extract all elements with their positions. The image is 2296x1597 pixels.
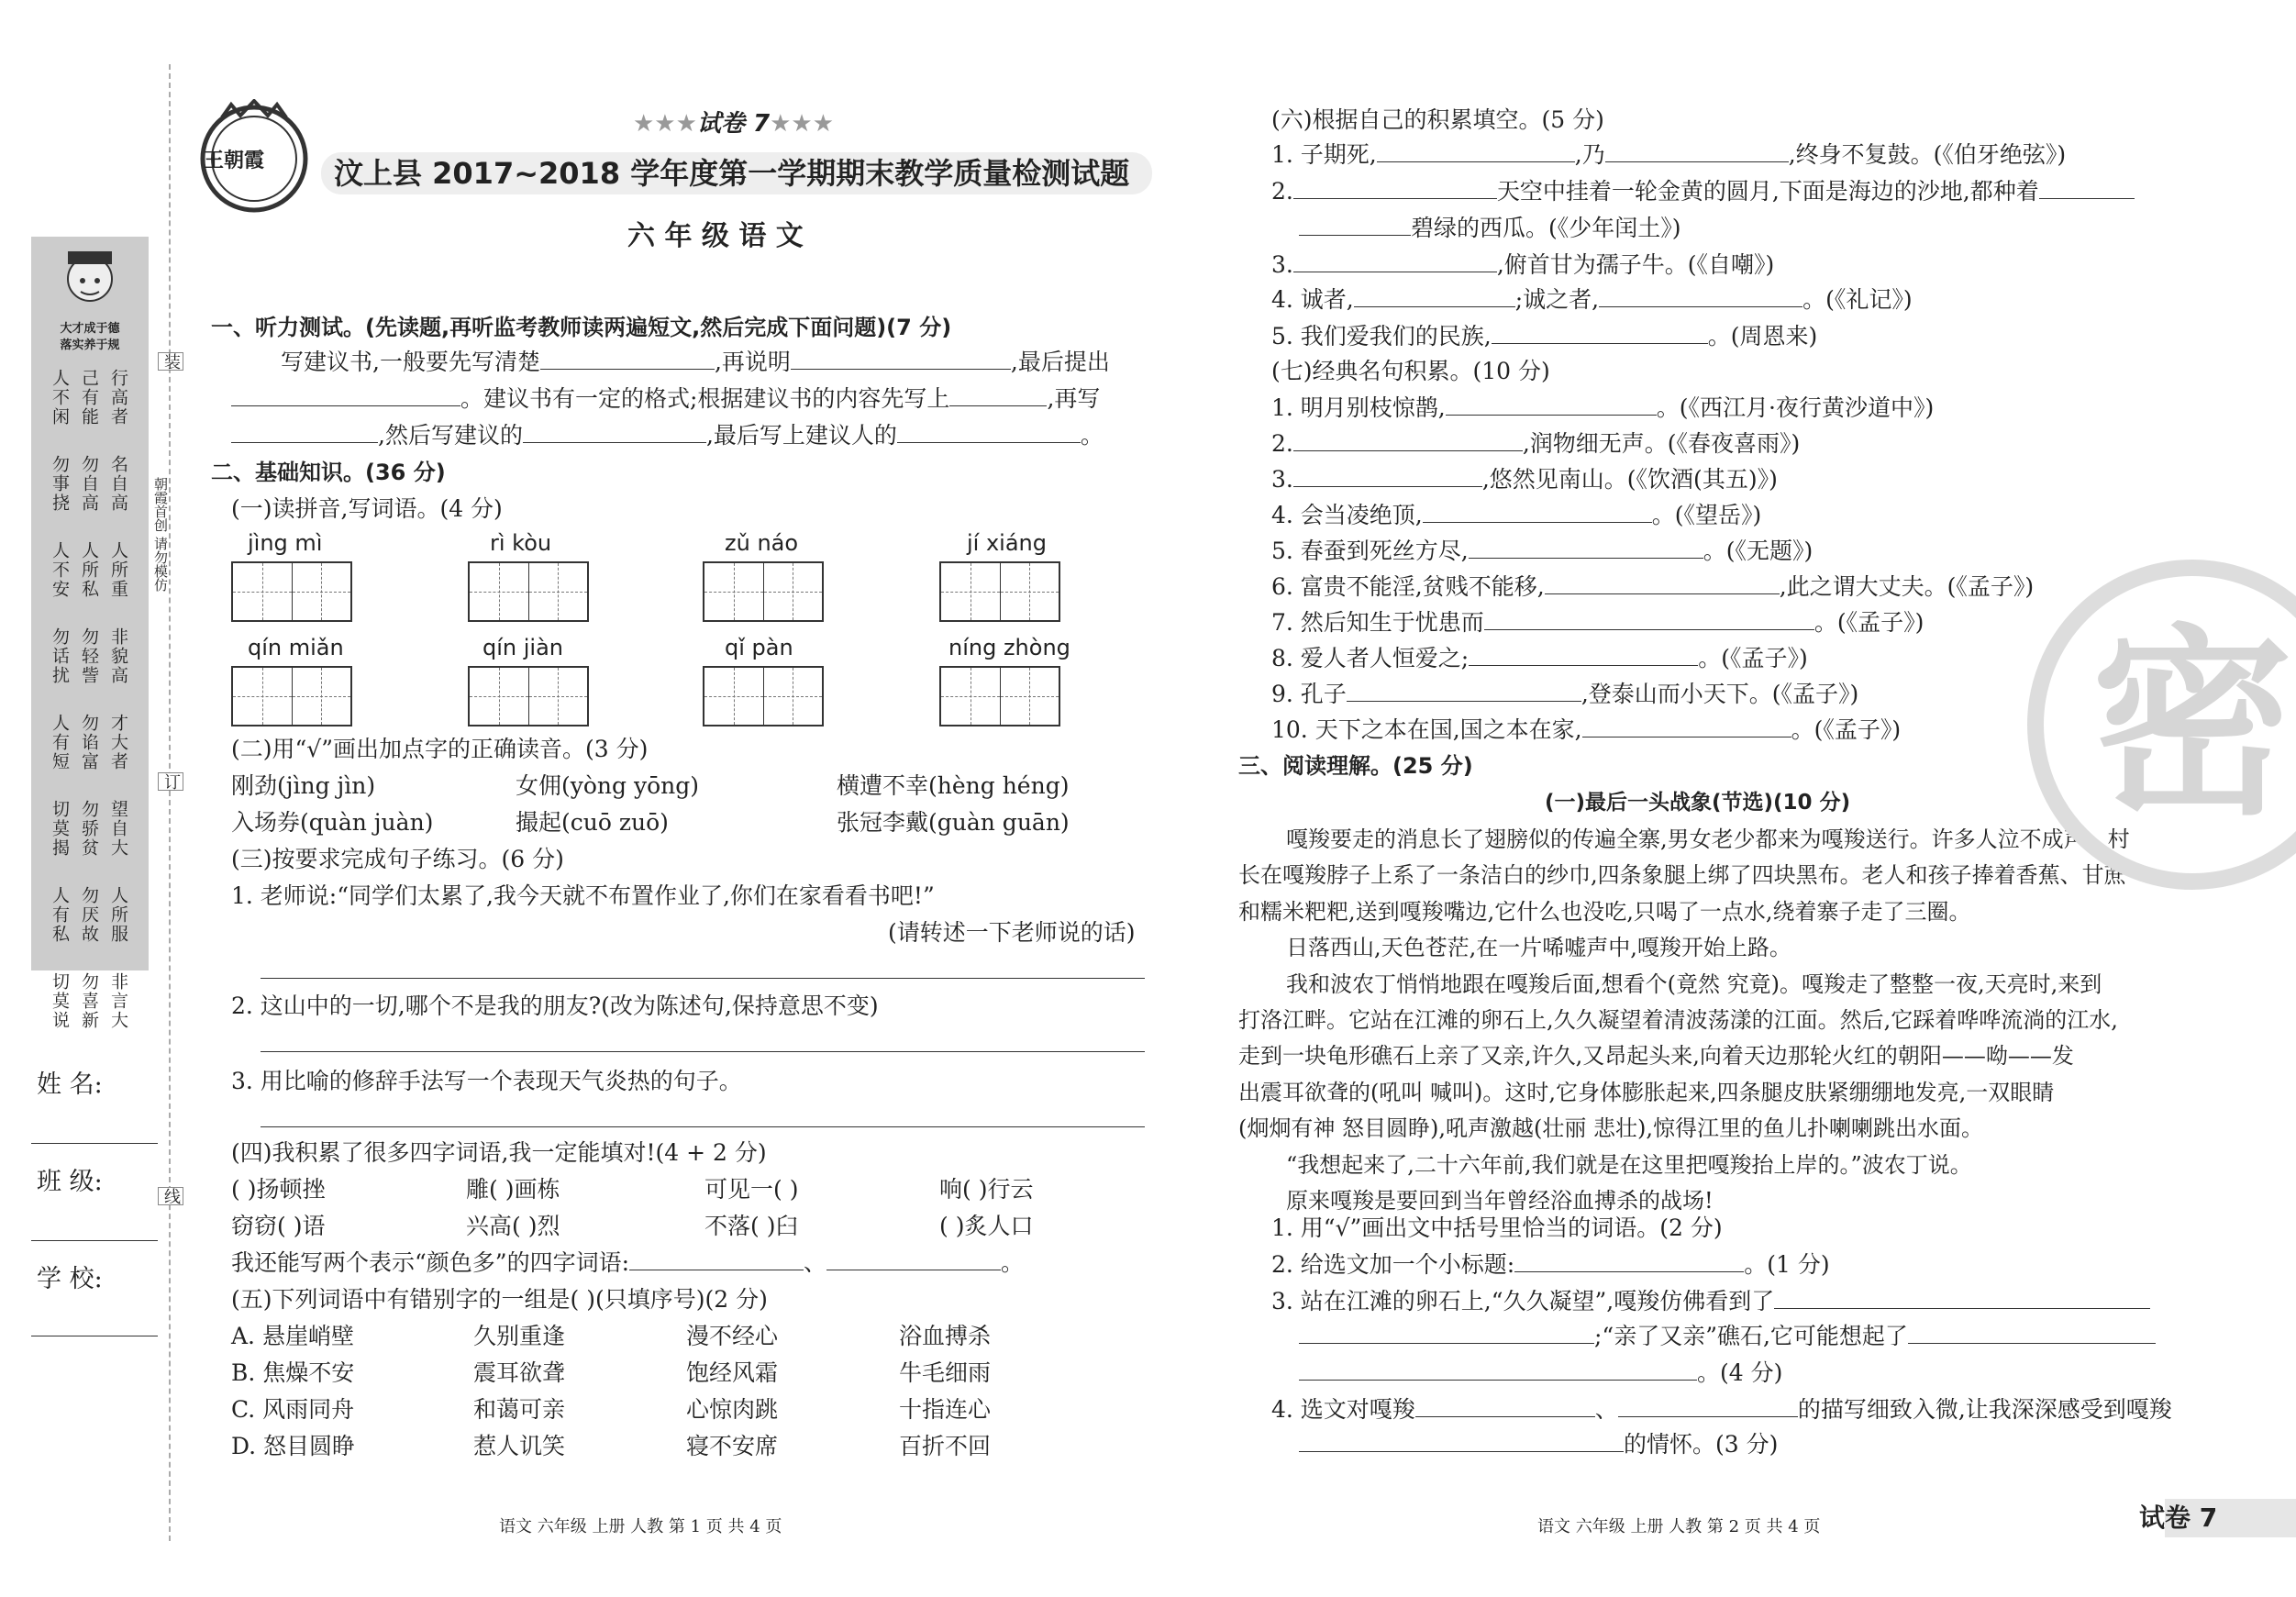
blank[interactable] (629, 1249, 804, 1270)
option-word: 寝不安席 (686, 1433, 779, 1459)
reading-option[interactable]: 撮起(cuō zuō) (516, 809, 669, 836)
option-word: 饱经风霜 (686, 1359, 779, 1386)
name-field[interactable] (31, 1143, 158, 1144)
option-word: 漫不经心 (686, 1323, 779, 1349)
idiom-item[interactable]: 响( )行云 (939, 1176, 1034, 1203)
class-field[interactable] (31, 1240, 158, 1241)
motto-text: 勿轻訾 (79, 627, 99, 685)
motto-text: 切莫说 (50, 972, 70, 1030)
famous-line-9: 9. 孔子 ,登泰山而小天下。(《孟子》) (1271, 681, 1859, 707)
blank[interactable] (897, 422, 1081, 443)
motto-text: 非貌高 (108, 627, 128, 685)
blank[interactable] (1299, 1431, 1624, 1452)
option-word: 心惊肉跳 (686, 1396, 779, 1423)
listening-line-2: 。建议书有一定的格式;根据建议书的内容先写上 ,再写 (231, 385, 1100, 413)
q2-title: (二)用“√”画出加点字的正确读音。(3 分) (231, 736, 649, 762)
binding-line (169, 64, 171, 1541)
motto-text: 行高者 (108, 369, 128, 427)
passage-line: 嘎羧要走的消息长了翅膀似的传遍全寨,男女老少都来为嘎羧送行。许多人泣不成声。村 (1286, 826, 2130, 852)
blank[interactable] (826, 1249, 1001, 1270)
char-grid[interactable] (939, 561, 1060, 622)
subject-title: 六 年 级 语 文 (627, 220, 804, 252)
blank[interactable] (1908, 1323, 2156, 1344)
color-words-line: 我还能写两个表示“颜色多”的四字词语: 、 。 (231, 1249, 1025, 1276)
famous-line-3: 3. ,悠然见南山。(《饮酒(其五)》) (1271, 466, 1778, 493)
blank[interactable] (1582, 716, 1791, 738)
blank[interactable] (2039, 178, 2135, 199)
famous-line-1: 1. 明月别枝惊鹊, 。(《西江月·夜行黄沙道中》) (1271, 394, 1935, 421)
famous-line-4: 4. 会当凌绝顶, 。(《望岳》) (1271, 502, 1762, 528)
section-3-title: 三、阅读理解。(25 分) (1238, 753, 1473, 779)
exam-series: ★★★试卷 7★★★ (633, 110, 835, 138)
motto-text: 人所重 (108, 541, 128, 599)
q3-1: 1. 老师说:“同学们太累了,我今天就不布置作业了,你们在家看看书吧!” (231, 882, 935, 909)
blank[interactable] (231, 422, 378, 443)
passage-line: 打洛江畔。它站在江滩的卵石上,久久凝望着清波荡漾的江面。然后,它踩着哗哗流淌的江水, (1238, 1007, 2118, 1033)
blank[interactable] (1599, 286, 1802, 307)
reading-q1: 1. 用“√”画出文中括号里恰当的词语。(2 分) (1271, 1214, 1723, 1241)
option-word: 牛毛细雨 (899, 1359, 992, 1386)
pinyin-label: qín jiàn (482, 635, 563, 660)
binding-label-xian: 线 (158, 1187, 183, 1205)
motto-text: 名自高 (108, 455, 128, 513)
char-grid[interactable] (231, 666, 352, 726)
q6-title: (六)根据自己的积累填空。(5 分) (1271, 106, 1604, 133)
footer-left: 语文 六年级 上册 人教 第 1 页 共 4 页 (499, 1517, 782, 1536)
blank[interactable] (1469, 645, 1698, 666)
motto-text: 人所私 (79, 541, 99, 599)
motto-text: 勿喜新 (79, 972, 99, 1030)
q3-title: (三)按要求完成句子练习。(6 分) (231, 846, 564, 872)
option-word: 惹人讥笑 (473, 1433, 566, 1459)
blank[interactable] (1293, 251, 1497, 272)
motto-text: 勿事挠 (50, 455, 70, 513)
motto-text: 人有私 (50, 886, 70, 944)
blank[interactable] (1293, 466, 1482, 487)
famous-line-7: 7. 然后知生于忧患而 。(《孟子》) (1271, 609, 1924, 636)
passage-line: 原来嘎羧是要回到当年曾经浴血搏杀的战场! (1286, 1188, 1714, 1214)
blank[interactable] (1774, 1288, 2150, 1309)
fill-1: 1. 子期死, ,乃 ,终身不复鼓。(《伯牙绝弦》) (1271, 141, 2067, 168)
blank[interactable] (949, 385, 1047, 406)
passage-title: (一)最后一头战象(节选)(10 分) (1545, 791, 1851, 815)
option-word: C. 风雨同舟 (231, 1396, 355, 1423)
binding-label-zhuang: 装 (158, 352, 183, 371)
blank[interactable] (523, 422, 706, 443)
listening-line-1: 写建议书,一般要先写清楚 ,再说明 ,最后提出 (281, 349, 1110, 375)
famous-line-8: 8. 爱人者人恒爱之; 。(《孟子》) (1271, 645, 1808, 671)
section-2-title: 二、基础知识。(36 分) (211, 460, 446, 485)
reading-option[interactable]: 横遭不幸(hèng héng) (837, 772, 1070, 799)
option-word: B. 焦燥不安 (231, 1359, 355, 1386)
passage-line: “我想起来了,二十六年前,我们就是在这里把嘎羧抬上岸的。”波农丁说。 (1286, 1151, 1972, 1178)
motto-text: 勿谄富 (79, 714, 99, 771)
blank[interactable] (231, 385, 460, 406)
reading-option[interactable]: 入场券(quàn juàn) (231, 809, 434, 836)
option-word: 久别重逢 (473, 1323, 566, 1349)
watermark-seal (2027, 560, 2296, 890)
q1-title: (一)读拼音,写词语。(4 分) (231, 495, 503, 522)
blank[interactable] (1293, 430, 1523, 451)
answer-line[interactable] (261, 978, 1145, 979)
watermark-char: 密 (2091, 607, 2293, 842)
famous-line-6: 6. 富贵不能淫,贫贱不能移, ,此之谓大丈夫。(《孟子》) (1271, 573, 2035, 600)
reading-q4-cont: 的情怀。(3 分) (1299, 1431, 1778, 1458)
pinyin-label: jìng mì (248, 530, 323, 556)
motto-text: 望自大 (108, 800, 128, 858)
listening-line-3: ,然后写建议的 ,最后写上建议人的 。 (231, 422, 1104, 449)
passage-line: 长在嘎羧脖子上系了一条洁白的纱巾,四条象腿上绑了四块黑布。老人和孩子捧着香蕉、甘蔗 (1238, 862, 2126, 889)
pinyin-label: jí xiáng (967, 530, 1047, 556)
blank[interactable] (1354, 286, 1515, 307)
pinyin-label: níng zhòng (948, 635, 1070, 660)
blank[interactable] (1469, 538, 1703, 559)
reading-q3: 3. 站在江滩的卵石上,“久久凝望”,嘎羧仿佛看到了 (1271, 1288, 2150, 1315)
pinyin-label: rì kòu (490, 530, 552, 556)
passage-line: (炯炯有神 怒目圆睁),吼声激越(壮丽 悲壮),惊得江里的鱼儿扑喇喇跳出水面。 (1238, 1115, 1983, 1142)
idiom-item[interactable]: ( )炙人口 (939, 1213, 1034, 1239)
motto-text: 人有短 (50, 714, 70, 771)
idiom-item[interactable]: 兴高( )烈 (466, 1213, 560, 1239)
pinyin-label: qín miǎn (248, 635, 344, 660)
q4-title: (四)我积累了很多四字词语,我一定能填对!(4 + 2 分) (231, 1139, 767, 1166)
passage-line: 我和波农丁悄悄地跟在嘎羧后面,想看个(竟然 究竟)。嘎羧走了整整一夜,天亮时,来到 (1286, 970, 2102, 997)
reading-q2: 2. 给选文加一个小标题: 。(1 分) (1271, 1251, 1830, 1278)
q3-1-instruction: (请转述一下老师说的话) (888, 919, 1136, 946)
reading-q4: 4. 选文对嘎羧 、 的描写细致入微,让我深深感受到嘎羧 (1271, 1396, 2172, 1423)
blank[interactable] (1299, 1359, 1697, 1381)
blank[interactable] (1492, 323, 1708, 344)
blank[interactable] (1347, 681, 1581, 702)
motto-text: 人所服 (108, 886, 128, 944)
char-grid[interactable] (703, 666, 824, 726)
copyright-note: 朝霞首创 请勿模仿 (152, 477, 169, 592)
famous-line-10: 10. 天下之本在国,国之本在家, 。(《孟子》) (1271, 716, 1902, 743)
side-slogan: 大才成于德 落实养于规 (60, 322, 120, 352)
idiom-item[interactable]: 不落( )臼 (704, 1213, 799, 1239)
q3-3: 3. 用比喻的修辞手法写一个表现天气炎热的句子。 (231, 1068, 742, 1094)
fill-4: 4. 诚者, ;诚之者, 。(《礼记》) (1271, 286, 1913, 313)
option-word: 浴血搏杀 (899, 1323, 992, 1349)
motto-text: 切莫揭 (50, 800, 70, 858)
pinyin-label: qǐ pàn (725, 635, 793, 660)
binding-label-ding: 订 (158, 772, 183, 791)
motto-text: 勿厌故 (79, 886, 99, 944)
char-grid[interactable] (939, 666, 1060, 726)
blank[interactable] (791, 349, 1011, 370)
motto-text: 才大者 (108, 714, 128, 771)
blank[interactable] (1605, 141, 1789, 162)
page-tag: 试卷 7 (2139, 1503, 2218, 1533)
logo-text: 王朝霞 (204, 149, 265, 172)
footer-right: 语文 六年级 上册 人教 第 2 页 共 4 页 (1537, 1517, 1821, 1536)
reading-option[interactable]: 女佣(yòng yōng) (516, 772, 700, 799)
pinyin-label: zǔ náo (725, 530, 799, 556)
blank[interactable] (1618, 1396, 1798, 1417)
reading-q3-cont2: 。(4 分) (1299, 1359, 1782, 1387)
exam-title: 汶上县 2017~2018 学年度第一学期期末教学质量检测试题 (334, 156, 1130, 191)
option-word: 震耳欲聋 (473, 1359, 566, 1386)
famous-line-2: 2. ,润物细无声。(《春夜喜雨》) (1271, 430, 1801, 457)
motto-text: 勿骄贫 (79, 800, 99, 858)
name-label: 姓 名: (37, 1070, 103, 1099)
passage-line: 出震耳欲聋的(吼叫 喊叫)。这时,它身体膨胀起来,四条腿皮肤紧绷绷地发亮,一双眼睛 (1238, 1079, 2055, 1105)
blank[interactable] (540, 349, 715, 370)
blank[interactable] (1484, 609, 1814, 630)
motto-text: 己有能 (79, 369, 99, 427)
option-word: 和蔼可亲 (473, 1396, 566, 1423)
blank[interactable] (1514, 1251, 1744, 1272)
reading-q3-cont: ;“亲了又亲”礁石,它可能想起了 (1299, 1323, 2156, 1350)
option-word: D. 怒目圆睁 (231, 1433, 356, 1459)
motto-text: 勿自高 (79, 455, 99, 513)
fill-2: 2. 天空中挂着一轮金黄的圆月,下面是海边的沙地,都种着 (1271, 178, 2135, 205)
blank[interactable] (1415, 1396, 1595, 1417)
side-panel (31, 237, 149, 970)
char-grid[interactable] (468, 666, 589, 726)
idiom-item[interactable]: 窃窃( )语 (231, 1213, 326, 1239)
blank[interactable] (1446, 394, 1657, 416)
mascot-icon (31, 240, 149, 323)
motto-text: 人不安 (50, 541, 70, 599)
reading-option[interactable]: 刚劲(jìng jìn) (231, 772, 376, 799)
school-label: 学 校: (37, 1265, 103, 1293)
reading-option[interactable]: 张冠李戴(guàn guān) (837, 809, 1070, 836)
option-word: 十指连心 (899, 1396, 992, 1423)
q5-title: (五)下列词语中有错别字的一组是( )(只填序号)(2 分) (231, 1286, 768, 1313)
motto-text: 人不闲 (50, 369, 70, 427)
blank[interactable] (1423, 502, 1652, 523)
famous-line-5: 5. 春蚕到死丝方尽, 。(《无题》) (1271, 538, 1814, 564)
idiom-item[interactable]: ( )扬顿挫 (231, 1176, 326, 1203)
motto-text: 非言大 (108, 972, 128, 1030)
q3-2: 2. 这山中的一切,哪个不是我的朋友?(改为陈述句,保持意思不变) (231, 993, 879, 1019)
char-grid[interactable] (468, 561, 589, 622)
blank[interactable] (1299, 1323, 1594, 1344)
motto-text: 勿话扰 (50, 627, 70, 685)
passage-line: 日落西山,天色苍茫,在一片唏嘘声中,嘎羧开始上路。 (1286, 935, 1791, 961)
q7-title: (七)经典名句积累。(10 分) (1271, 358, 1550, 384)
fill-3: 3. ,俯首甘为孺子牛。(《自嘲》) (1271, 251, 1775, 278)
passage-line: 走到一块龟形礁石上亲了又亲,许久,又昂起头来,向着天边那轮火红的朝阳——呦——发 (1238, 1043, 2074, 1070)
fill-2-cont: 碧绿的西瓜。(《少年闰土》) (1299, 215, 1681, 242)
blank[interactable] (1293, 178, 1497, 199)
answer-line[interactable] (261, 1051, 1145, 1052)
char-grid[interactable] (231, 561, 352, 622)
class-label: 班 级: (37, 1168, 103, 1196)
idiom-item[interactable]: 雕( )画栋 (466, 1176, 560, 1203)
idiom-item[interactable]: 可见一( ) (704, 1176, 799, 1203)
char-grid[interactable] (703, 561, 824, 622)
fill-5: 5. 我们爱我们的民族, 。(周恩来) (1271, 323, 1818, 349)
blank[interactable] (1545, 573, 1780, 594)
blank[interactable] (1299, 215, 1411, 236)
passage-line: 和糯米粑粑,送到嘎羧嘴边,它什么也没吃,只喝了一点水,绕着寨子走了三圈。 (1238, 898, 1971, 925)
blank[interactable] (1377, 141, 1575, 162)
section-1-title: 一、听力测试。(先读题,再听监考教师读两遍短文,然后完成下面问题)(7 分) (211, 315, 952, 340)
answer-line[interactable] (261, 1126, 1145, 1127)
option-word: A. 悬崖峭壁 (231, 1323, 354, 1349)
option-word: 百折不回 (899, 1433, 992, 1459)
